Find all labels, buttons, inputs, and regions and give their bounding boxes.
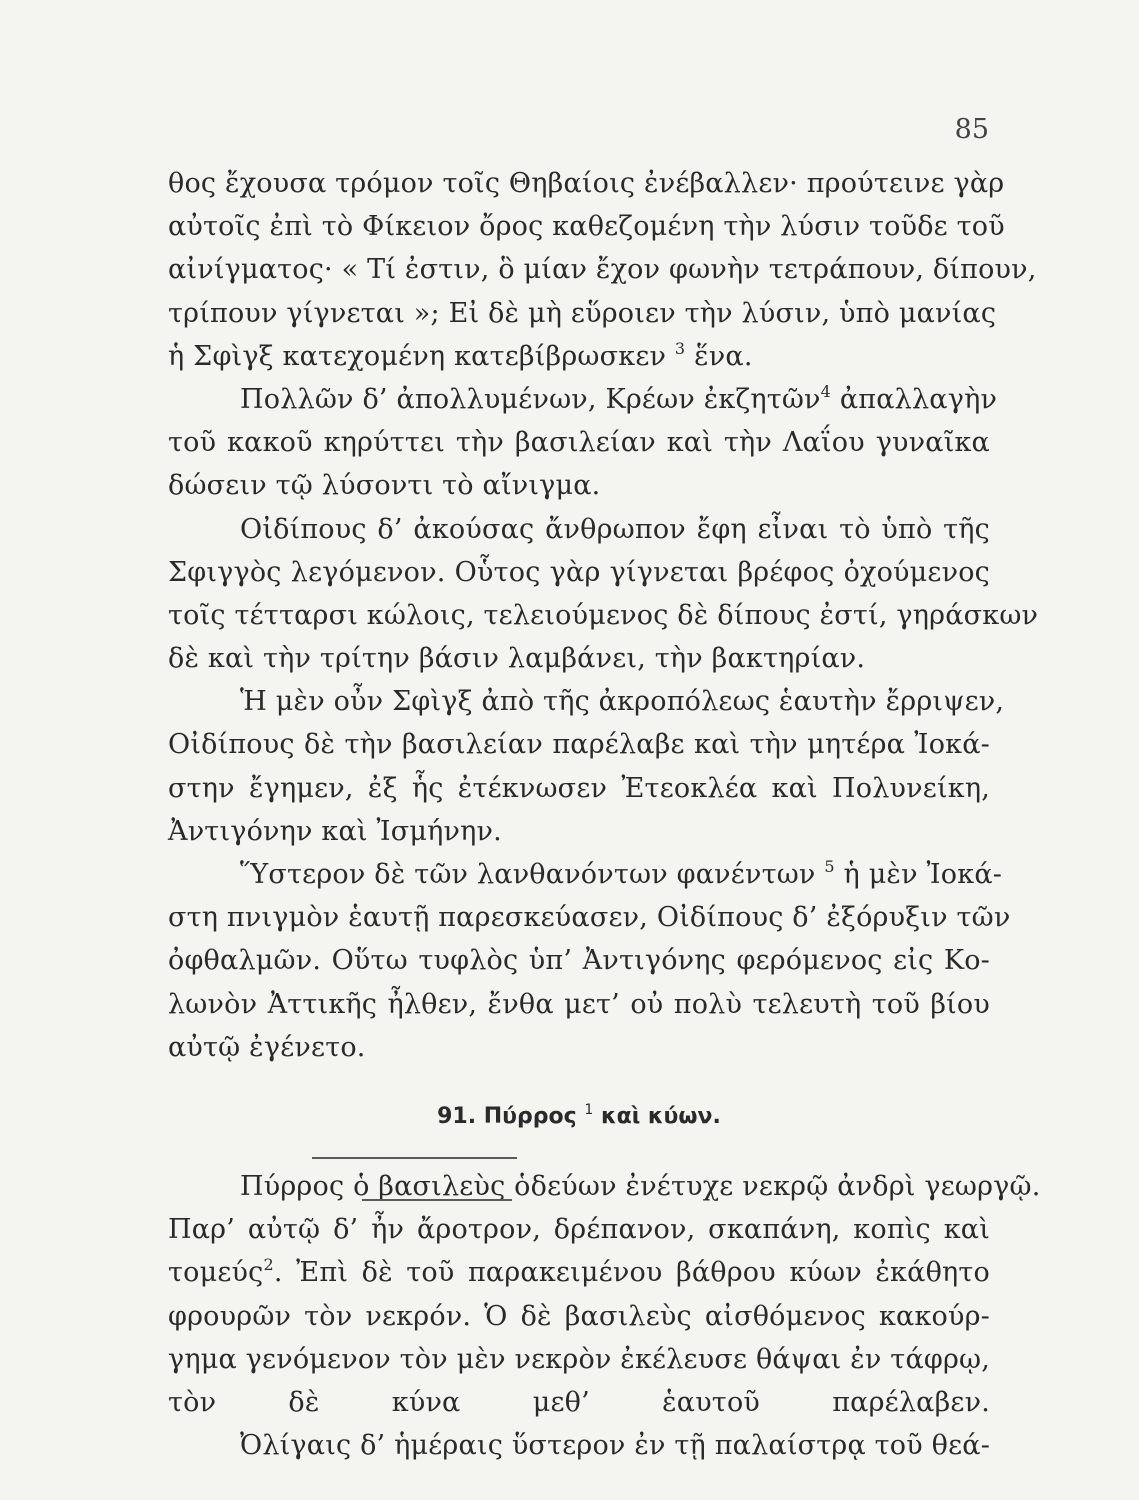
text-line: τοῖς τέτταρσι κώλοις, τελειούμενος δὲ δίπους ἐστί, γηράσκων bbox=[168, 599, 1039, 631]
text-line: στην ἔγημεν, ἐξ ἧς ἐτέκνωσεν Ἐτεοκλέα καὶ Πολυνείκη, bbox=[168, 772, 990, 804]
text-line: φρουρῶν τὸν νεκρόν. Ὁ δὲ βασιλεὺς αἰσθόμενος κακούρ- bbox=[168, 1300, 990, 1332]
footnote-ref: 2 bbox=[263, 1255, 274, 1275]
text-segment: Πολλῶν δ’ ἀπολλυμένων, Κρέων ἐκζητῶν bbox=[240, 383, 821, 415]
footnote-ref: 4 bbox=[820, 381, 832, 401]
text-line: στη πνιγμὸν ἑαυτῇ παρεσκεύασεν, Οἰδίπους δ’ ἐξόρυξιν τῶν bbox=[168, 902, 1011, 934]
text-line: αὐτῷ ἐγένετο. bbox=[168, 1031, 366, 1063]
text-line: Παρ’ αὐτῷ δ’ ἦν ἄροτρον, δρέπανον, σκαπάνη, κοπὶς καὶ bbox=[168, 1214, 990, 1246]
text-segment: . Ἐπὶ δὲ τοῦ παρακειμένου βάθρου κύων ἐκάθητο bbox=[273, 1257, 990, 1289]
text-line bbox=[168, 1251, 990, 1294]
body-text bbox=[168, 162, 1041, 1467]
text-line: Ἡ μὲν οὖν Σφὶγξ ἀπὸ τῆς ἀκροπόλεως ἑαυτὴν ἔρριψεν, bbox=[240, 686, 1005, 718]
text-line: αἰνίγματος· « Τί ἐστιν, ὃ μίαν ἔχον φωνὴν τετράπουν, δίπουν, bbox=[168, 254, 1037, 286]
text-line: θος ἔχουσα τρόμον τοῖς Θηβαίοις ἐνέβαλλεν· προύτεινε γὰρ bbox=[168, 168, 1005, 199]
text-line: γημα γενόμενον τὸν μὲν νεκρὸν ἐκέλευσε θάψαι ἐν τάφρῳ, bbox=[168, 1343, 991, 1375]
text-line: δὲ καὶ τὴν τρίτην βάσιν λαμβάνει, τὴν βακτηρίαν. bbox=[168, 643, 866, 675]
text-segment: ἡ μὲν Ἰοκά- bbox=[843, 859, 1003, 890]
page-number: 85 bbox=[954, 114, 989, 145]
text-line: Οἰδίπους δ’ ἀκούσας ἄνθρωπον ἔφη εἶναι τὸ ὑπὸ τῆς bbox=[240, 513, 990, 545]
text-line: Σφιγγὸς λεγόμενον. Οὗτος γὰρ γίγνεται βρέφος ὀχούμενος bbox=[168, 556, 990, 588]
pencil-underline bbox=[312, 1157, 517, 1159]
text-line bbox=[168, 335, 990, 378]
pencil-underline bbox=[362, 1199, 512, 1201]
text-line: δώσειν τῷ λύσοντι τὸ αἴνιγμα. bbox=[168, 470, 601, 502]
text-line: λωνὸν Ἀττικῆς ἦλθεν, ἔνθα μετ’ οὐ πολὺ τελευτὴ τοῦ βίου bbox=[168, 988, 990, 1020]
text-segment: ἀπαλλαγὴν bbox=[839, 383, 998, 415]
text-line: Ὀλίγαις δ’ ἡμέραις ὕστερον ἐν τῇ παλαίστρᾳ τοῦ θεά- bbox=[240, 1430, 991, 1462]
footnote-ref: 3 bbox=[674, 338, 686, 358]
text-line: ὀφθαλμῶν. Οὕτω τυφλὸς ὑπ’ Ἀντιγόνης φερόμενος εἰς Κο- bbox=[168, 945, 990, 977]
text-line bbox=[168, 378, 998, 421]
text-line: τὸν δὲ κύνα μεθ’ ἑαυτοῦ παρέλαβεν. bbox=[168, 1386, 990, 1418]
text-segment: ἡ Σφὶγξ κατεχομένη κατεβίβρωσκεν bbox=[168, 340, 667, 372]
heading-title: Πύρρος bbox=[483, 1103, 577, 1129]
text-line: Πύρρος ὁ βασιλεὺς ὁδεύων ἐνέτυχε νεκρῷ ἀνδρὶ γεωργῷ. bbox=[240, 1170, 1041, 1202]
text-segment: τομεύς bbox=[168, 1257, 264, 1289]
text-line: Ἀντιγόνην καὶ Ἰσμήνην. bbox=[168, 815, 502, 847]
text-segment: ἕνα. bbox=[694, 340, 753, 372]
footnote-ref: 5 bbox=[824, 857, 835, 876]
text-line bbox=[168, 853, 1003, 896]
text-line: τρίπουν γίγνεται »; Εἰ δὲ μὴ εὕροιεν τὴν λύσιν, ὑπὸ μανίας bbox=[168, 297, 997, 329]
text-line: τοῦ κακοῦ κηρύττει τὴν βασιλείαν καὶ τὴν Λαΐου γυναῖκα bbox=[168, 427, 990, 459]
heading-title: καὶ κύων. bbox=[600, 1103, 721, 1129]
heading-number: 91. bbox=[437, 1103, 477, 1129]
text-segment: Ὕστερον δὲ τῶν λανθανόντων φανέντων bbox=[240, 859, 816, 890]
section-heading bbox=[168, 1069, 990, 1165]
text-line: αὐτοῖς ἐπὶ τὸ Φίκειον ὄρος καθεζομένη τὴν λύσιν τοῦδε τοῦ bbox=[168, 211, 1005, 243]
footnote-ref: 1 bbox=[584, 1101, 594, 1118]
text-line: Οἰδίπους δὲ τὴν βασιλείαν παρέλαβε καὶ τὴν μητέρα Ἰοκά- bbox=[168, 729, 990, 761]
